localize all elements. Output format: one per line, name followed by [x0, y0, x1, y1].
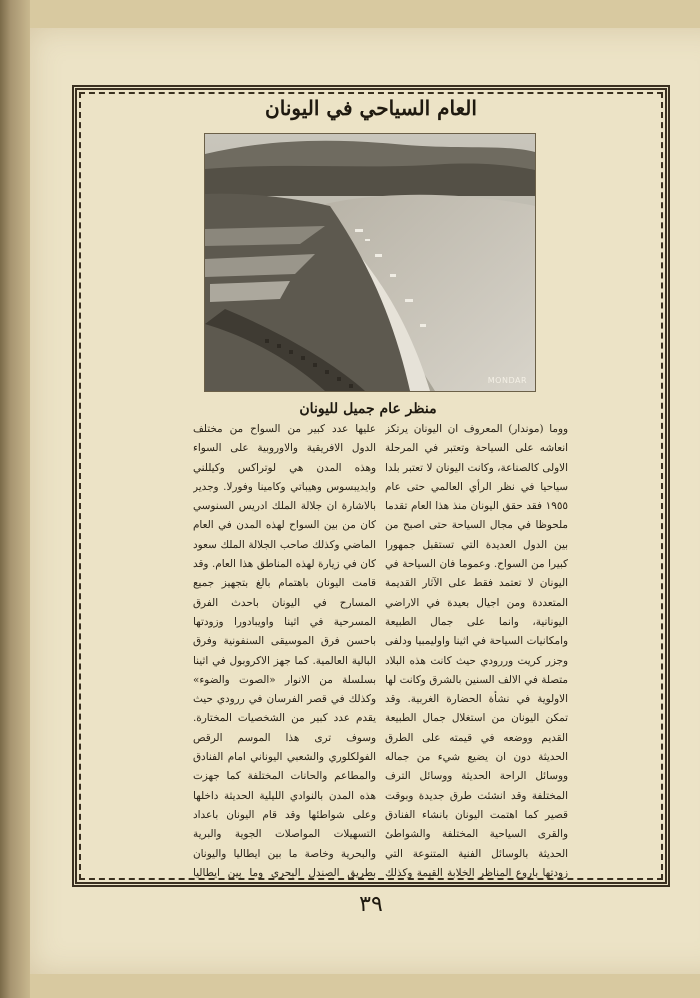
article-column-right [385, 420, 568, 878]
article-text-right: ووما (موندار) المعروف ان اليونان يرتكز انعاشه على السياحة وتعتبر في المرحلة الاولى كالصناعة، وكانت اليونان لا تعتبر بلدا سياحيا في نظر الرأي العالمي حتى عام ١٩٥٥ فقد حقق اليونان منذ هذا العام تقدما ملحوظا في مجال السياحة حتى اصبح من بين الدول العديدة التي تستقبل جمهورا كبيرا من السواح. وعموما فان السياحة في اليونان لا تعتمد فقط على الآثار القديمة المتعددة ومن اجيال بعيدة في الاراضي اليونانية، وانما على جمال الطبيعة وامكانيات السياحة في اثينا واوليمبيا ودلفى وجزر كريت وررودي حيث كانت هذه البلاد متصلة في الالف السنين بالشرق وكانت لها الاولوية في نشأة الحضارة الغربية. وقد تمكن اليونان من استغلال جمال الطبيعة القديم ووضعه في قيمته على الطرق الحديثة دون ان يضيع شيء من جماله ووسائل الراحة الحديثة ووسائل الترف المختلفة وقد انشئت طرق جديدة وبوقت قصير كما اهتمت اليونان بانشاء الفنادق والقرى السياحية المختلفة والشواطئ الحديثة بالوسائل الفنية المتنوعة التي زودتها باروع المناظر الخلابة القيمة وكذلك [385, 423, 568, 878]
photo-illustration [205, 134, 535, 391]
article-column-left [193, 420, 376, 878]
book-binding-edge [0, 0, 30, 998]
photo-credit-watermark: MONDAR [487, 376, 527, 385]
greece-coastline-photo [204, 133, 536, 392]
photo-caption: منظر عام جميل لليونان [299, 401, 437, 417]
article-text-left: عليها عدد كبير من السواح من مختلف الدول الافريقية والاوروبية على السواء وهذه المدن هي لوتراكس وكيللني وايديبسوس وهيباتي وكامينا وفورلا. وجدير بالاشارة ان جلالة الملك ادريس السنوسي كان من بين السواح لهذه المدن في العام الماضي وكذلك صاحب الجلالة الملك سعود كان في زيارة لهذه المناطق هذا العام. وقد قامت اليونان باهتمام بالغ بتجهيز جميع المسارح في اليونان باحدث الفرق المسرحية في اثينا واويبادورا وزودتها باحسن فرق الموسيقى السنفونية وفرق البالية العالمية. كما جهز الاكروبول في اثينا بسلسلة من الانوار «الصوت والضوء» وكذلك في قصر الفرسان في ررودي حيث يقدم عدد كبير من الشخصيات المختارة. وسوف ترى هذا الموسم الرقص الفولكلوري والشعبي اليوناني امام الفنادق والمطاعم والحانات المختلفة كما جهزت هذه المدن بالنوادي الليلية الحديثة داخلها وعلى شواطئها وقد قام اليونان باعداد التسهيلات المواصلات الجوية والبرية والبحرية وخاصة ما بين ايطاليا واليونان بطريق الصندل البحري وما بين ايطاليا [193, 423, 376, 878]
page-number: ٣٩ [359, 892, 383, 917]
article-title: العام السياحي في اليونان [265, 96, 477, 120]
